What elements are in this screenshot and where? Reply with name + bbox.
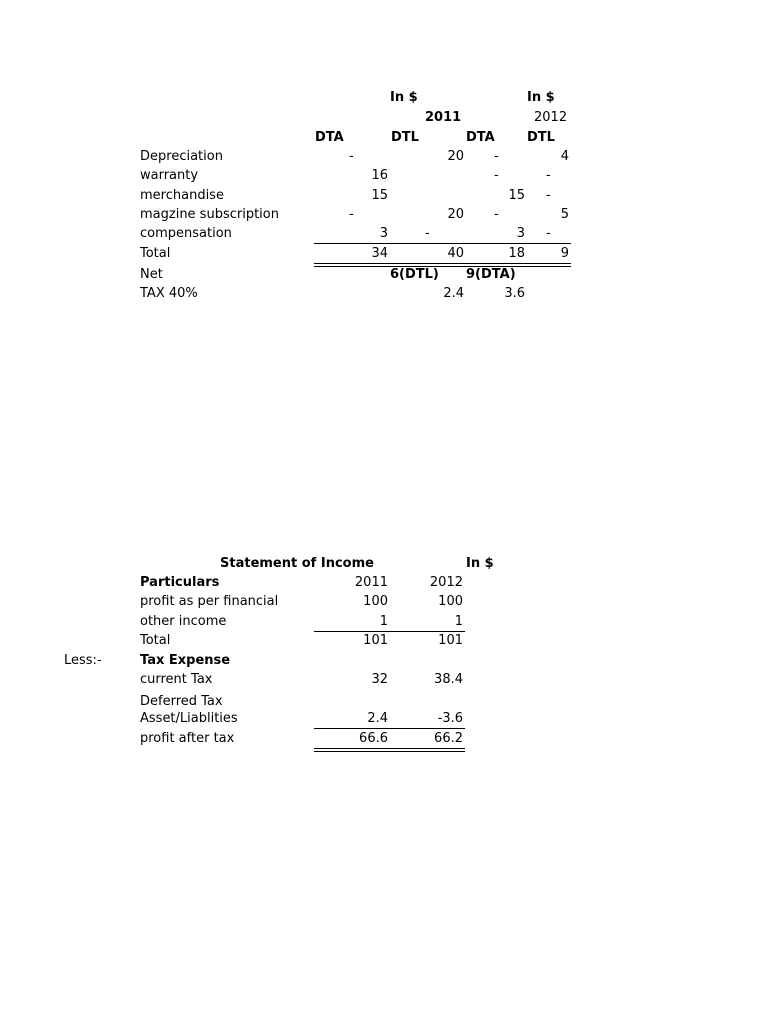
less-label: Less:- — [64, 653, 102, 668]
income-year-2011: 2011 — [354, 575, 388, 590]
other-income-label: other income — [140, 614, 227, 629]
cell-dta-2012: - — [494, 168, 499, 183]
deferred-tax-2011: 2.4 — [367, 711, 388, 726]
col-dtl-2012: DTL — [527, 130, 555, 145]
net-2011: 6(DTL) — [390, 267, 439, 282]
tax-2011: 2.4 — [443, 286, 464, 301]
cell-dtl-2012: - — [546, 188, 551, 203]
cell-dta-2011: 3 — [379, 226, 388, 241]
col-dtl-2011: DTL — [391, 130, 419, 145]
total-rule — [314, 243, 571, 244]
cell-dtl-2012: - — [546, 168, 551, 183]
row-label-depreciation: Depreciation — [140, 149, 223, 164]
cell-dta-2011: 16 — [371, 168, 388, 183]
row-label-warranty: warranty — [140, 168, 199, 183]
cell-dtl-2012: 4 — [560, 149, 569, 164]
cell-dta-2011: - — [349, 207, 354, 222]
cell-dta-2012: 3 — [516, 226, 525, 241]
row-label-compensation: compensation — [140, 226, 232, 241]
cell-dtl-2012: 5 — [560, 207, 569, 222]
deferred-tax-label-line1: Deferred Tax — [140, 694, 223, 709]
year-2012-header: 2012 — [534, 110, 568, 125]
pat-2012: 66.2 — [434, 731, 463, 746]
total-dta-2011: 34 — [371, 246, 388, 261]
cell-dtl-2011: 20 — [447, 149, 464, 164]
total-label: Total — [140, 246, 171, 261]
cell-dta-2011: 15 — [371, 188, 388, 203]
currency-label-2012: In $ — [527, 90, 555, 105]
tax-expense-header: Tax Expense — [140, 653, 231, 668]
tax-label: TAX 40% — [140, 286, 198, 301]
cell-dtl-2011: 20 — [447, 207, 464, 222]
cell-dta-2011: - — [349, 149, 354, 164]
profit-2011: 100 — [363, 594, 388, 609]
row-label-magazine-subscription: magzine subscription — [140, 207, 279, 222]
income-total-rule — [314, 631, 465, 632]
current-tax-2011: 32 — [371, 672, 388, 687]
deferred-tax-label-line2: Asset/Liablities — [140, 711, 238, 726]
cell-dta-2012: 15 — [508, 188, 525, 203]
income-year-2012: 2012 — [429, 575, 463, 590]
row-label-merchandise: merchandise — [140, 188, 224, 203]
cell-dtl-2011: - — [425, 226, 430, 241]
current-tax-label: current Tax — [140, 672, 213, 687]
pat-2011: 66.6 — [359, 731, 388, 746]
net-label: Net — [140, 267, 163, 282]
total-dtl-2011: 40 — [447, 246, 464, 261]
pat-label: profit after tax — [140, 731, 235, 746]
pat-rule — [314, 728, 465, 729]
particulars-header: Particulars — [140, 575, 220, 590]
other-income-2012: 1 — [454, 614, 463, 629]
net-double-rule — [314, 263, 571, 267]
profit-label: profit as per financial — [140, 594, 279, 609]
cell-dta-2012: - — [494, 207, 499, 222]
profit-2012: 100 — [438, 594, 463, 609]
col-dta-2011: DTA — [315, 130, 344, 145]
year-2011-header: 2011 — [425, 110, 462, 125]
cell-dta-2012: - — [494, 149, 499, 164]
income-currency-label: In $ — [466, 556, 494, 571]
income-total-label: Total — [140, 633, 171, 648]
income-title: Statement of Income — [220, 556, 374, 571]
total-dtl-2012: 9 — [560, 246, 569, 261]
currency-label-2011: In $ — [390, 90, 418, 105]
cell-dtl-2012: - — [546, 226, 551, 241]
income-total-2011: 101 — [363, 633, 388, 648]
tax-2012: 3.6 — [504, 286, 525, 301]
current-tax-2012: 38.4 — [434, 672, 463, 687]
pat-double-rule — [314, 748, 465, 752]
other-income-2011: 1 — [379, 614, 388, 629]
income-total-2012: 101 — [438, 633, 463, 648]
deferred-tax-2012: -3.6 — [437, 711, 463, 726]
col-dta-2012: DTA — [466, 130, 495, 145]
net-2012: 9(DTA) — [466, 267, 516, 282]
total-dta-2012: 18 — [508, 246, 525, 261]
